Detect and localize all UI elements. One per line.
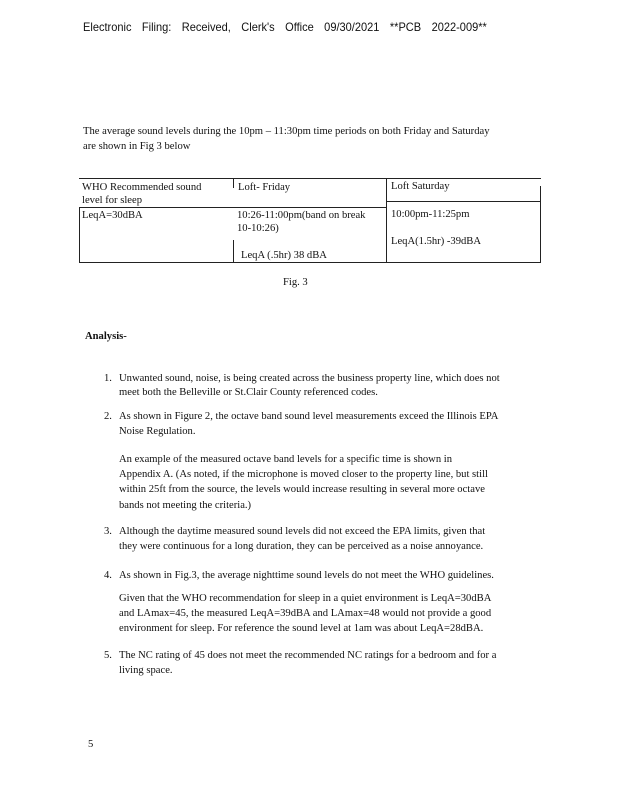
- item-number: 2.: [104, 411, 112, 422]
- item-number: 5.: [104, 650, 112, 661]
- filing-header: Electronic Filing: Received, Clerk's Office 09/30/2021 **PCB 2022-009**: [83, 20, 487, 34]
- item-2-extra-3: within 25ft from the source, the levels would increase resulting in several more octave: [119, 484, 485, 495]
- header-who-1: WHO Recommended sound: [82, 182, 202, 193]
- item-3-line-1: Although the daytime measured sound levels did not exceed the EPA limits, given that: [119, 526, 486, 537]
- item-2-line-1: As shown in Figure 2, the octave band sound level measurements exceed the Illinois EPA: [119, 411, 499, 422]
- item-4-extra-3: environment for sleep. For reference the sound level at 1am was about LeqA=28dBA.: [119, 623, 484, 634]
- item-3-line-2: they were continuous for a long duration, they can be perceived as a noise annoyance.: [119, 541, 484, 552]
- page-number: 5: [88, 739, 94, 750]
- item-2-extra-1: An example of the measured octave band levels for a specific time is shown in: [119, 454, 453, 465]
- item-1-line-2: meet both the Belleville or St.Clair County referenced codes.: [119, 387, 378, 398]
- item-1-line-1: Unwanted sound, noise, is being created across the business property line, which does not: [119, 373, 500, 384]
- item-5-line-2: living space.: [119, 665, 173, 676]
- item-2-extra-4: bands not meeting the criteria.): [119, 500, 252, 511]
- section-title: Analysis-: [85, 331, 127, 342]
- item-4-extra-2: and LAmax=45, the measured LeqA=39dBA and LAmax=48 would not provide a good: [119, 608, 492, 619]
- header-friday: Loft- Friday: [238, 182, 291, 193]
- intro-line-2: are shown in Fig 3 below: [83, 141, 191, 152]
- item-number: 1.: [104, 373, 112, 384]
- header-saturday: Loft Saturday: [391, 181, 450, 192]
- item-number: 4.: [104, 570, 112, 581]
- item-5-line-1: The NC rating of 45 does not meet the recommended NC ratings for a bedroom and for a: [119, 650, 497, 661]
- item-2-extra-2: Appendix A. (As noted, if the microphone is moved closer to the property line, but still: [119, 469, 488, 480]
- cell-saturday-time: 10:00pm-11:25pm: [391, 209, 470, 220]
- intro-line-1: The average sound levels during the 10pm – 11:30pm time periods on both Friday and Saturday: [83, 126, 490, 137]
- item-4-line-1: As shown in Fig.3, the average nighttime sound levels do not meet the WHO guidelines.: [119, 570, 494, 581]
- figure-caption: Fig. 3: [283, 277, 308, 288]
- cell-friday-leq: LeqA (.5hr) 38 dBA: [241, 250, 327, 261]
- header-who-2: level for sleep: [82, 195, 143, 206]
- cell-who-value: LeqA=30dBA: [82, 210, 143, 221]
- cell-saturday-leq: LeqA(1.5hr) -39dBA: [391, 236, 482, 247]
- item-4-extra-1: Given that the WHO recommendation for sleep in a quiet environment is LeqA=30dBA: [119, 593, 492, 604]
- item-number: 3.: [104, 526, 112, 537]
- sound-level-table: [79, 178, 541, 262]
- item-2-line-2: Noise Regulation.: [119, 426, 196, 437]
- cell-friday-time-1: 10:26-11:00pm(band on break: [237, 210, 366, 221]
- cell-friday-time-2: 10-10:26): [237, 223, 279, 234]
